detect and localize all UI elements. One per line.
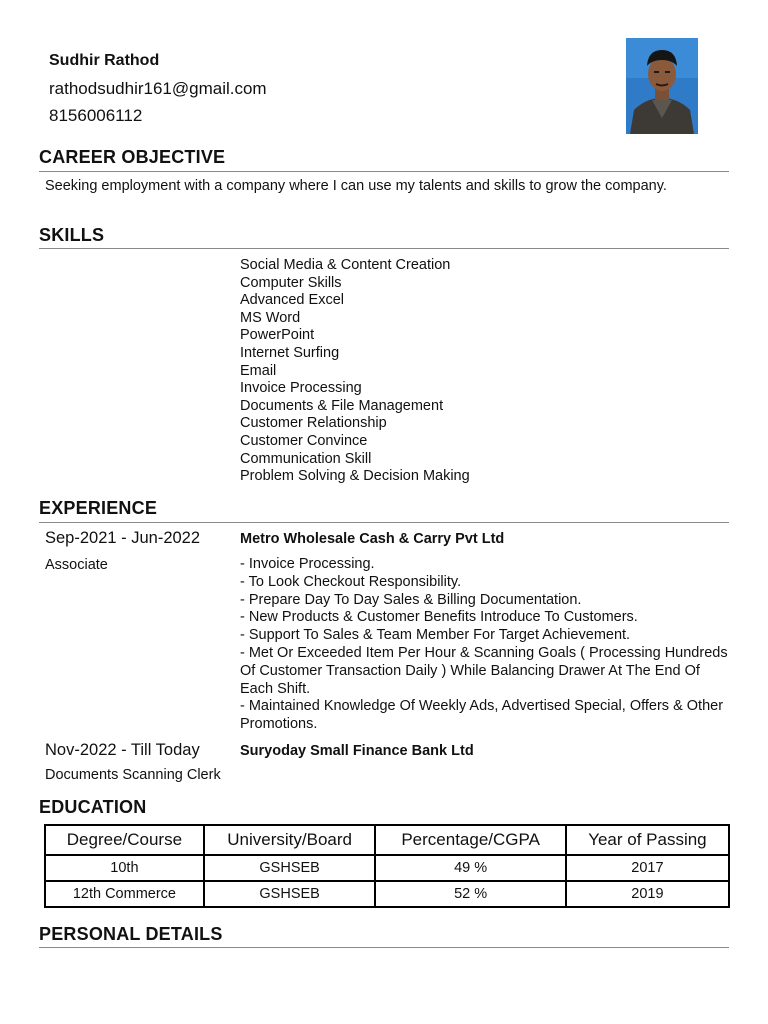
job-duties-list	[240, 556, 732, 734]
job-duty: - Invoice Processing.	[240, 556, 375, 572]
section-divider	[39, 522, 729, 523]
table-row	[45, 855, 729, 881]
skill-item: Internet Surfing	[240, 344, 340, 361]
job-company: Metro Wholesale Cash & Carry Pvt Ltd	[240, 531, 505, 547]
job-role: Documents Scanning Clerk	[45, 767, 221, 783]
skill-item: PowerPoint	[240, 327, 315, 344]
candidate-name: Sudhir Rathod	[49, 52, 160, 69]
table-cell: 12th Commerce	[45, 881, 204, 907]
skill-item: Documents & File Management	[240, 397, 444, 414]
table-header-row	[45, 825, 729, 855]
job-dates: Nov-2022 - Till Today	[45, 741, 200, 759]
skills-list	[240, 257, 470, 486]
skill-item: Email	[240, 362, 277, 379]
skills-heading: SKILLS	[39, 225, 105, 245]
candidate-phone: 8156006112	[49, 106, 143, 125]
job-dates: Sep-2021 - Jun-2022	[45, 529, 201, 547]
personal-details-heading: PERSONAL DETAILS	[39, 924, 223, 944]
table-cell: 2019	[566, 881, 729, 907]
career-objective-heading: CAREER OBJECTIVE	[39, 147, 226, 167]
experience-heading: EXPERIENCE	[39, 498, 158, 518]
table-cell: 10th	[45, 855, 204, 881]
table-cell: 49 %	[375, 855, 565, 881]
column-header-percentage: Percentage/CGPA	[375, 825, 565, 855]
table-cell: 2017	[566, 855, 729, 881]
skill-item: Invoice Processing	[240, 380, 362, 397]
column-header-year: Year of Passing	[566, 825, 729, 855]
column-header-board: University/Board	[204, 825, 376, 855]
job-duty: - Maintained Knowledge Of Weekly Ads, Advertised Special, Offers & Other Promotions.	[240, 698, 724, 733]
skill-item: Social Media & Content Creation	[240, 257, 451, 273]
section-divider	[39, 171, 729, 172]
table-cell: 52 %	[375, 881, 565, 907]
skill-item: Customer Convince	[240, 432, 368, 449]
skill-item: MS Word	[240, 309, 301, 326]
education-heading: EDUCATION	[39, 797, 147, 817]
candidate-email: rathodsudhir161@gmail.com	[49, 79, 267, 98]
section-divider	[39, 947, 729, 948]
skill-item: Customer Relationship	[240, 415, 387, 432]
profile-photo	[626, 38, 698, 134]
table-cell: GSHSEB	[204, 881, 376, 907]
section-divider	[39, 248, 729, 249]
skill-item: Communication Skill	[240, 450, 372, 467]
table-cell: GSHSEB	[204, 855, 376, 881]
skill-item: Advanced Excel	[240, 292, 344, 309]
job-duty: - Met Or Exceeded Item Per Hour & Scanning Goals ( Processing Hundreds Of Customer Transaction Daily ) While Balancing Drawer At The End Of Each Shift.	[240, 644, 728, 697]
job-duty: - Prepare Day To Day Sales & Billing Documentation.	[240, 591, 582, 608]
skill-item: Computer Skills	[240, 274, 342, 291]
job-duty: - New Products & Customer Benefits Introduce To Customers.	[240, 609, 638, 626]
career-objective-text: Seeking employment with a company where I can use my talents and skills to grow the company.	[45, 178, 667, 194]
skill-item: Problem Solving & Decision Making	[240, 468, 470, 485]
education-table	[44, 824, 730, 908]
job-company: Suryoday Small Finance Bank Ltd	[240, 743, 474, 759]
job-role: Associate	[45, 557, 108, 573]
job-duty: - To Look Checkout Responsibility.	[240, 573, 462, 590]
job-duty: - Support To Sales & Team Member For Target Achievement.	[240, 627, 631, 644]
table-row	[45, 881, 729, 907]
column-header-degree: Degree/Course	[45, 825, 204, 855]
